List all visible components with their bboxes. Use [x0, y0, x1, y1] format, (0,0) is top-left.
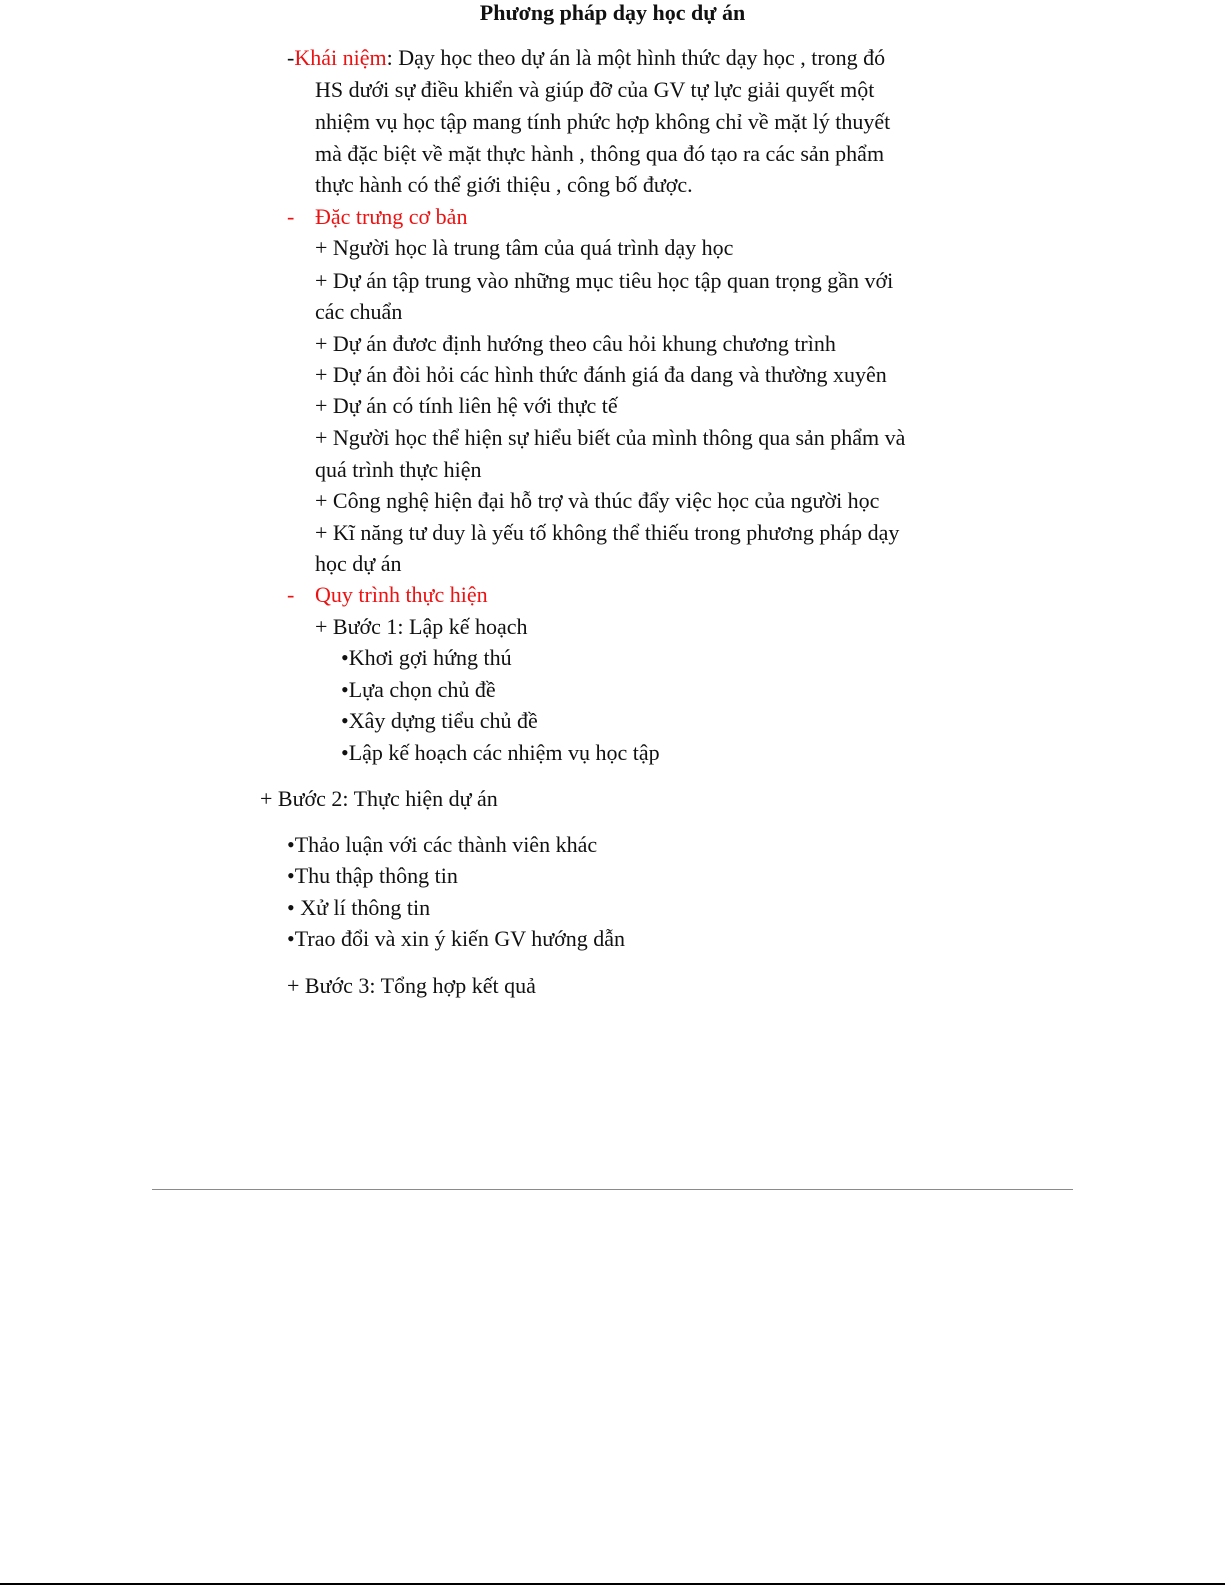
concept-continuation-line: mà đặc biệt về mặt thực hành , thông qua đó tạo ra các sản phẩm: [315, 141, 885, 166]
process-heading: Quy trình thực hiện: [315, 582, 488, 607]
process-dash: -: [287, 582, 295, 607]
step2-bullet: • Xử lí thông tin: [287, 895, 431, 920]
concept-prefix: -: [287, 45, 295, 70]
step1-bullet: •Lựa chọn chủ đề: [341, 677, 496, 702]
page-divider: [152, 1189, 1073, 1190]
feature-line: + Dự án đòi hỏi các hình thức đánh giá đa dang và thường xuyên: [315, 362, 887, 387]
features-dash: -: [287, 204, 295, 229]
step2-label: + Bước 2: Thực hiện dự án: [260, 786, 498, 811]
feature-line: quá trình thực hiện: [315, 457, 482, 482]
concept-continuation-line: thực hành có thể giới thiệu , công bố được.: [315, 172, 693, 197]
feature-line: + Dự án đươc định hướng theo câu hỏi khung chương trình: [315, 331, 836, 356]
step3-label: + Bước 3: Tổng hợp kết quả: [287, 973, 536, 998]
feature-line: + Công nghệ hiện đại hỗ trợ và thúc đẩy việc học của người học: [315, 488, 880, 513]
step1-bullet: •Khơi gợi hứng thú: [341, 645, 512, 670]
step1-bullet: •Xây dựng tiểu chủ đề: [341, 708, 538, 733]
feature-line: + Dự án có tính liên hệ với thực tế: [315, 393, 618, 418]
step1-bullet: •Lập kế hoạch các nhiệm vụ học tập: [341, 740, 660, 765]
concept-continuation-line: HS dưới sự điều khiển và giúp đỡ của GV tự lực giải quyết một: [315, 77, 875, 102]
step2-bullet: •Thảo luận với các thành viên khác: [287, 832, 598, 857]
features-heading: Đặc trưng cơ bản: [315, 204, 468, 229]
concept-text: : Dạy học theo dự án là một hình thức dạy học , trong đó: [386, 45, 886, 70]
feature-line: học dự án: [315, 551, 402, 576]
concept-continuation-line: nhiệm vụ học tập mang tính phức hợp không chỉ về mặt lý thuyết: [315, 109, 891, 134]
concept-first-line: [287, 45, 885, 71]
step2-bullet: •Trao đổi và xin ý kiến GV hướng dẫn: [287, 926, 626, 951]
concept-label: Khái niệm: [294, 45, 387, 70]
step1-label: + Bước 1: Lập kế hoạch: [315, 614, 528, 639]
feature-line: các chuẩn: [315, 299, 403, 324]
feature-line: + Người học thể hiện sự hiểu biết của mình thông qua sản phẩm và: [315, 425, 906, 450]
step2-bullet: •Thu thập thông tin: [287, 863, 458, 888]
feature-line: + Người học là trung tâm của quá trình dạy học: [315, 235, 734, 260]
page-title: Phương pháp dạy học dự án: [479, 0, 746, 25]
feature-line: + Dự án tập trung vào những mục tiêu học tập quan trọng gần với: [315, 268, 894, 293]
feature-line: + Kĩ năng tư duy là yếu tố không thể thiếu trong phương pháp dạy: [315, 520, 900, 545]
